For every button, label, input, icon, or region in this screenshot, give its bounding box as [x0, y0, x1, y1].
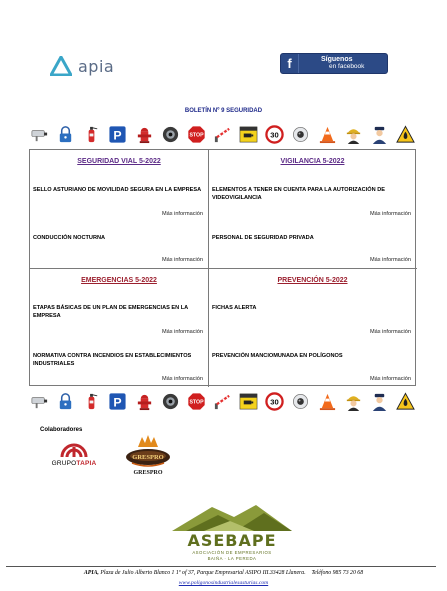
svg-text:STOP: STOP — [189, 399, 204, 406]
cctv-camera-icon — [30, 392, 49, 411]
parking-sign-icon — [108, 125, 127, 144]
fire-warning-icon — [396, 392, 415, 411]
footer-address — [0, 570, 447, 576]
item-title: CONDUCCIÓN NOCTURNA — [33, 235, 106, 241]
security-camera-icon — [161, 392, 180, 411]
parking-sign-icon — [108, 392, 127, 411]
more-info-link[interactable]: Más información — [369, 257, 411, 263]
grespro-logo[interactable] — [120, 433, 176, 477]
traffic-cone-icon — [318, 125, 337, 144]
bulletin-title: BOLETÍN Nº 9 SEGURIDAD — [184, 108, 263, 114]
security-guard-icon — [370, 125, 389, 144]
item-title: SELLO ASTURIANO DE MOVILIDAD SEGURA EN LA EMPRESA — [33, 187, 202, 193]
fire-hydrant-icon — [135, 125, 154, 144]
item-title: NORMATIVA CONTRA INCENDIOS EN ESTABLECIMIENTOS INDUSTRIALES — [33, 353, 192, 368]
content-grid — [29, 149, 416, 386]
video-surveillance-sign-icon — [239, 392, 258, 411]
road-barrier-icon — [213, 125, 232, 144]
tapia-name-text: TAPIA — [76, 460, 97, 467]
asebape-line2: BAIÑA · LA PEREDA — [207, 555, 257, 561]
dome-camera-icon — [291, 392, 310, 411]
more-info-link[interactable]: Más información — [369, 211, 411, 217]
firefighter-icon — [344, 125, 363, 144]
asebape-line1: ASOCIACIÓN DE EMPRESARIOS — [192, 550, 272, 555]
apia-logo-text: apia — [78, 56, 115, 76]
section-prevention — [209, 269, 416, 387]
footer-street: Plaza de Julio Alberto Blanco 1 1º of 37, Parque Empresarial ASIPO III.33428 Llanera. — [100, 570, 306, 576]
more-info-link[interactable]: Más información — [161, 257, 203, 263]
icon-strip-top — [29, 124, 416, 145]
fire-warning-icon — [396, 125, 415, 144]
section-emergencies — [30, 269, 208, 387]
apia-triangle-icon — [50, 56, 72, 76]
speed-limit-icon — [265, 392, 284, 411]
section-surveillance — [209, 150, 416, 268]
tapia-grupo-text: GRUPO — [51, 460, 77, 467]
more-info-link[interactable]: Más información — [369, 329, 411, 335]
more-info-link[interactable]: Más información — [161, 329, 203, 335]
item-title: FICHAS ALERTA — [212, 305, 257, 311]
collaborators-label: Colaboradores — [40, 427, 83, 433]
security-camera-icon — [161, 125, 180, 144]
footer-divider — [6, 566, 436, 567]
road-barrier-icon — [213, 392, 232, 411]
facebook-follow-button[interactable] — [280, 53, 388, 74]
asebape-logo[interactable] — [168, 503, 296, 559]
section-title-road-safety[interactable]: SEGURIDAD VIAL 5-2022 — [77, 158, 161, 165]
stop-sign-icon — [187, 392, 206, 411]
more-info-link[interactable]: Más información — [369, 376, 411, 382]
facebook-icon: f — [281, 54, 299, 73]
fire-extinguisher-icon — [82, 392, 101, 411]
section-title-emergencies[interactable]: EMERGENCIAS 5-2022 — [81, 277, 157, 284]
grespro-text: GRESPRO — [133, 470, 163, 476]
fire-hydrant-icon — [135, 392, 154, 411]
speed-limit-icon — [265, 125, 284, 144]
footer-org: APIA, — [83, 570, 99, 576]
asebape-mountains-icon — [168, 503, 296, 533]
svg-text:STOP: STOP — [189, 132, 204, 139]
item-title: ELEMENTOS A TENER EN CUENTA PARA LA AUTORIZACIÓN DE VIDEOVIGILANCIA — [212, 187, 385, 202]
fire-extinguisher-icon — [82, 125, 101, 144]
padlock-icon — [56, 392, 75, 411]
apia-logo — [50, 56, 114, 76]
cctv-camera-icon — [30, 125, 49, 144]
security-guard-icon — [370, 392, 389, 411]
asebape-name: ASEBAPE — [187, 531, 277, 550]
facebook-line2: en facebook — [329, 62, 365, 70]
footer-website-link[interactable]: www.poligonosindustrialesasturias.com — [178, 580, 269, 586]
item-title: PREVENCIÓN MANCIOMUNADA EN POLÍGONOS — [212, 353, 343, 359]
dome-camera-icon — [291, 125, 310, 144]
tapia-arch-icon — [59, 437, 89, 459]
stop-sign-icon — [187, 125, 206, 144]
section-road-safety — [30, 150, 208, 268]
more-info-link[interactable]: Más información — [161, 211, 203, 217]
video-surveillance-sign-icon — [239, 125, 258, 144]
grespro-badge-text: GRESPRO — [132, 454, 164, 461]
svg-text:P: P — [113, 128, 123, 143]
facebook-line1: Síguenos — [321, 56, 353, 64]
traffic-cone-icon — [318, 392, 337, 411]
icon-strip-bottom — [29, 391, 416, 412]
grupo-tapia-logo[interactable] — [48, 437, 100, 471]
footer-phone: Teléfono 985 73 20 68 — [311, 570, 364, 576]
more-info-link[interactable]: Más información — [161, 376, 203, 382]
item-title: PERSONAL DE SEGURIDAD PRIVADA — [212, 235, 314, 241]
padlock-icon — [56, 125, 75, 144]
section-title-surveillance[interactable]: VIGILANCIA 5-2022 — [280, 158, 345, 165]
svg-text:30: 30 — [270, 130, 279, 140]
section-title-prevention[interactable]: PREVENCIÓN 5-2022 — [277, 277, 348, 284]
svg-text:P: P — [113, 395, 123, 410]
svg-text:30: 30 — [270, 397, 279, 407]
firefighter-icon — [344, 392, 363, 411]
item-title: ETAPAS BÁSICAS DE UN PLAN DE EMERGENCIAS EN LA EMPRESA — [33, 305, 188, 320]
